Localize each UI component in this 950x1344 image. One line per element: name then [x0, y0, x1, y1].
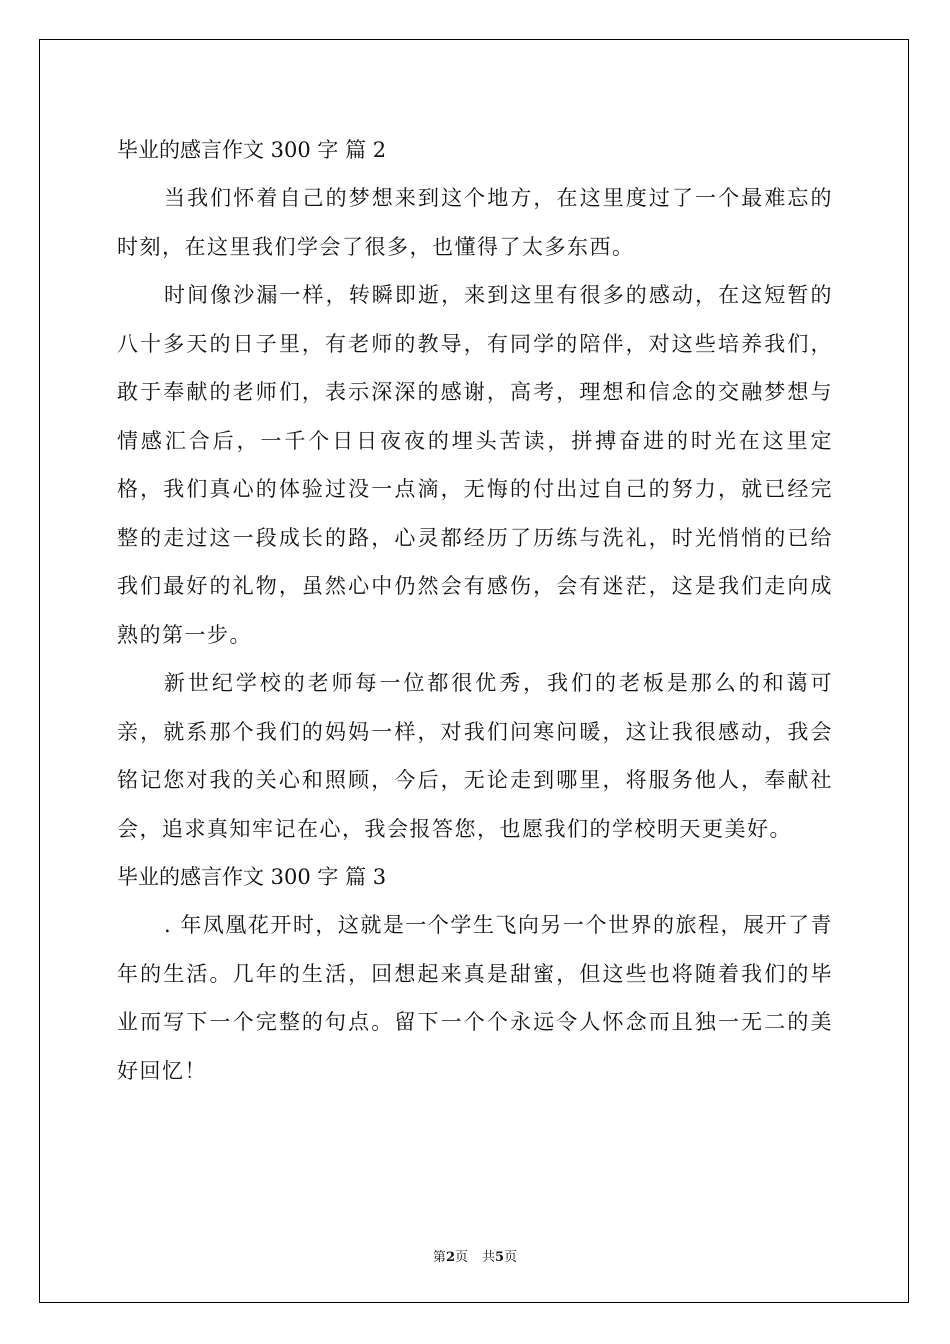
- page-footer: [0, 1246, 950, 1265]
- page-prefix: 第: [432, 1250, 446, 1265]
- total-suffix: 页: [504, 1250, 518, 1265]
- section-heading: 毕业的感言作文 300 字 篇 2: [117, 138, 387, 162]
- page-suffix: 页: [454, 1250, 468, 1265]
- total-prefix: 共: [482, 1250, 496, 1265]
- total-pages: 5: [495, 1250, 505, 1265]
- paragraph: 时间像沙漏一样，转瞬即逝，来到这里有很多的感动，在这短暂的八十多天的日子里，有老师的教导，有同学的陪伴，对这些培养我们，敢于奉献的老师们，表示深深的感谢，高考，理想和信念的交融梦想与情感汇合后，一千个日日夜夜的埋头苦读，拼搏奋进的时光在这里定格，我们真心的体验过没一点滴，无悔的付出过自己的努力，就已经完整的走过这一段成长的路，心灵都经历了历练与洗礼，时光悄悄的已给我们最好的礼物，虽然心中仍然会有感伤，会有迷茫，这是我们走向成熟的第一步。: [117, 283, 833, 647]
- paragraph: 新世纪学校的老师每一位都很优秀，我们的老板是那么的和蔼可亲，就系那个我们的妈妈一样，对我们问寒问暖，这让我很感动，我会铭记您对我的关心和照顾，今后，无论走到哪里，将服务他人，奉献社会，追求真知牢记在心，我会报答您，也愿我们的学校明天更美好。: [117, 671, 833, 841]
- paragraph: 当我们怀着自己的梦想来到这个地方，在这里度过了一个最难忘的时刻，在这里我们学会了很多，也懂得了太多东西。: [117, 186, 833, 259]
- page-number: 2: [445, 1250, 455, 1265]
- section-heading: 毕业的感言作文 300 字 篇 3: [117, 865, 387, 889]
- paragraph: . 年凤凰花开时，这就是一个学生飞向另一个世界的旅程，展开了青年的生活。几年的生活，回想起来真是甜蜜，但这些也将随着我们的毕业而写下一个完整的句点。留下一个个永远令人怀念而且独一无二的美好回忆！: [117, 913, 833, 1083]
- document-body: [117, 126, 833, 1095]
